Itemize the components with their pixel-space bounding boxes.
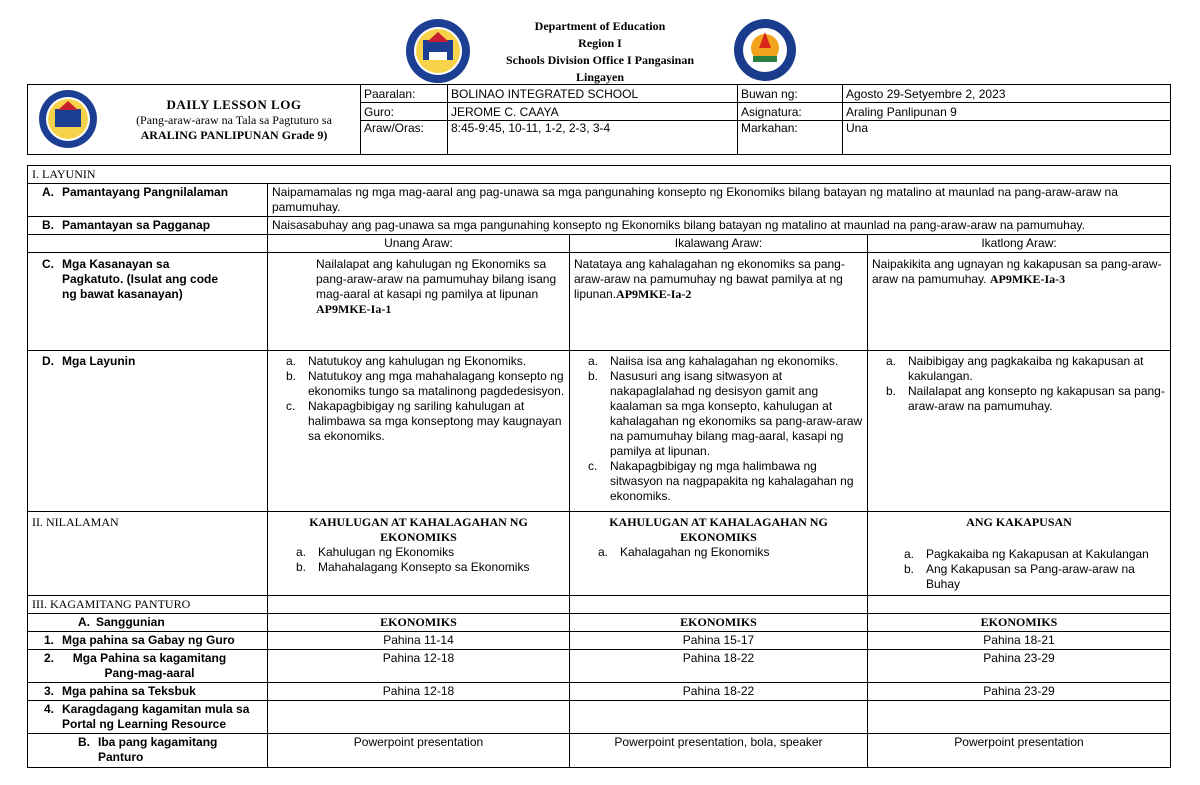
page-range: Pahina 23-29 <box>868 650 1171 683</box>
objectives-day1 <box>268 351 570 512</box>
row-label: 3. Mga pahina sa Teksbuk <box>28 683 268 701</box>
list-marker: b. <box>886 384 897 398</box>
info-key: Guro: <box>361 103 448 121</box>
table-row <box>28 596 1171 614</box>
list-text: Kahulugan ng Ekonomiks <box>318 545 455 559</box>
day-header: Ikatlong Araw: <box>868 235 1171 253</box>
list-item <box>296 545 565 560</box>
dll-subtitle: (Pang-araw-araw na Tala sa Pagtuturo sa <box>136 113 332 127</box>
city-name: Lingayen <box>575 70 624 84</box>
skill-day2: Natataya ang kahalagahan ng ekonomiks sa pang-araw-araw na pamumuhay ng bawat pamilya at ng lipunan.AP9MKE-Ia-2 <box>570 253 868 351</box>
list-marker: b. <box>286 369 297 383</box>
table-row <box>28 734 1171 768</box>
list-item <box>286 399 565 444</box>
dll-title: DAILY LESSON LOG <box>166 97 302 112</box>
info-table <box>27 84 1171 155</box>
list-item <box>904 547 1166 562</box>
list-text: Ang Kakapusan sa Pang-araw-araw na Buhay <box>926 562 1135 591</box>
table-row <box>28 166 1171 184</box>
dll-title-cell <box>28 85 361 155</box>
reference-title: EKONOMIKS <box>868 614 1171 632</box>
list-text: Naiisa isa ang kahalagahan ng ekonomiks. <box>610 354 839 368</box>
list-item <box>598 545 863 560</box>
list-item <box>886 354 1166 384</box>
list-marker: a. <box>588 354 599 368</box>
objectives-day3 <box>868 351 1171 512</box>
list-item <box>588 354 863 369</box>
row-label: B. Pamantayan sa Pagganap <box>28 217 268 235</box>
list-marker: a. <box>886 354 897 368</box>
other-materials: Powerpoint presentation, bola, speaker <box>570 734 868 768</box>
page-range: Pahina 11-14 <box>268 632 570 650</box>
page-range: Pahina 12-18 <box>268 683 570 701</box>
page-range: Pahina 15-17 <box>570 632 868 650</box>
list-marker: b. <box>296 560 307 574</box>
skill-day1: Nailalapat ang kahulugan ng Ekonomiks sa pang-araw-araw na pamumuhay bilang isang mag-aaral at kasapi ng pamilya at lipunan AP9MKE-Ia-1 <box>268 253 570 351</box>
info-value: Agosto 29-Setyembre 2, 2023 <box>843 85 1171 103</box>
info-value: JEROME C. CAAYA <box>448 103 738 121</box>
content-day1: KAHULUGAN AT KAHALAGAHAN NG EKONOMIKS a. Kahulugan ng Ekonomiks b. Mahahalagang Konsepto sa Ekonomiks <box>268 512 570 596</box>
table-row <box>28 217 1171 235</box>
list-text: Natutukoy ang mga mahahalagang konsepto ng ekonomiks tungo sa matalinong pagdedesisyon. <box>308 369 565 398</box>
table-row <box>28 184 1171 217</box>
other-materials: Powerpoint presentation <box>868 734 1171 768</box>
info-key: Asignatura: <box>738 103 843 121</box>
reference-title: EKONOMIKS <box>570 614 868 632</box>
table-row <box>28 351 1171 512</box>
row-label: D. Mga Layunin <box>28 351 268 512</box>
objectives-day2 <box>570 351 868 512</box>
lesson-table <box>27 165 1171 768</box>
content-day3: ANG KAKAPUSAN a. Pagkakaiba ng Kakapusan at Kakulangan b. Ang Kakapusan sa Pang-araw-araw na Buhay <box>868 512 1171 596</box>
section-heading: I. LAYUNIN <box>28 166 1171 184</box>
deped-logo-icon <box>38 89 98 149</box>
list-text: Naibibigay ang pagkakaiba ng kakapusan at kakulangan. <box>908 354 1144 383</box>
list-marker: c. <box>286 399 296 413</box>
row-label: 2. Mga Pahina sa kagamitang Pang-mag-aaral <box>28 650 268 683</box>
info-value: Una <box>843 121 1171 155</box>
page-range: Pahina 23-29 <box>868 683 1171 701</box>
day-header: Unang Araw: <box>268 235 570 253</box>
list-item <box>286 369 565 399</box>
table-row <box>28 614 1171 632</box>
row-label: B. Iba pang kagamitang Panturo <box>28 734 268 768</box>
list-text: Nasusuri ang isang sitwasyon at nakapaglalahad ng desisyon gamit ang kaalaman sa mga konsepto, kahulugan at kahalagahan ng ekonomiks sa pang-araw-araw na pamumuhay bilang mag-aaral, kasapi ng pamilya at lipunan. <box>610 369 863 458</box>
page-range: Pahina 18-22 <box>570 683 868 701</box>
row-label: 4. Karagdagang kagamitan mula sa Portal ng Learning Resource <box>28 701 268 734</box>
table-row <box>28 650 1171 683</box>
row-label: A. Sanggunian <box>28 614 268 632</box>
page-range: Pahina 12-18 <box>268 650 570 683</box>
day-header: Ikalawang Araw: <box>570 235 868 253</box>
info-key: Buwan ng: <box>738 85 843 103</box>
table-row <box>28 701 1171 734</box>
list-marker: b. <box>588 369 599 383</box>
other-materials: Powerpoint presentation <box>268 734 570 768</box>
list-item <box>286 354 565 369</box>
dept-name: Department of Education <box>534 19 666 33</box>
list-item <box>296 560 565 575</box>
list-item <box>588 369 863 459</box>
list-text: Nakapagbibigay ng mga halimbawa ng sitwasyon na nagpapakita ng kahalagahan ng ekonomiks. <box>610 459 854 503</box>
performance-standard: Naisasabuhay ang pag-unawa sa mga pangunahing konsepto ng Ekonomiks bilang batayan ng matalino at maunlad na pang-araw-araw na pamumuhay. <box>268 217 1171 235</box>
list-item <box>904 562 1166 592</box>
info-value: 8:45-9:45, 10-11, 1-2, 2-3, 3-4 <box>448 121 738 155</box>
list-marker: a. <box>904 547 915 561</box>
row-label: 1. Mga pahina sa Gabay ng Guro <box>28 632 268 650</box>
skill-day3: Naipakikita ang ugnayan ng kakapusan sa pang-araw- araw na pamumuhay. AP9MKE-Ia-3 <box>868 253 1171 351</box>
list-text: Nailalapat ang konsepto ng kakapusan sa pang-araw-araw na pamumuhay. <box>908 384 1165 413</box>
list-item <box>886 384 1166 414</box>
section-heading: III. KAGAMITANG PANTURO <box>28 596 268 614</box>
page-range: Pahina 18-21 <box>868 632 1171 650</box>
info-value: BOLINAO INTEGRATED SCHOOL <box>448 85 738 103</box>
list-marker: b. <box>904 562 915 576</box>
content-standard: Naipamamalas ng mga mag-aaral ang pag-unawa sa mga pangunahing konsepto ng Ekonomiks bilang batayan ng matalino at maunlad na pang-araw-araw na pamumuhay. <box>268 184 1171 217</box>
reference-title: EKONOMIKS <box>268 614 570 632</box>
table-row <box>28 512 1171 596</box>
list-marker: a. <box>286 354 297 368</box>
row-label: C. Mga Kasanayan sa Pagkatuto. (Isulat ang code ng bawat kasanayan) <box>28 253 268 351</box>
info-key: Araw/Oras: <box>361 121 448 155</box>
dll-subject-line: ARALING PANLIPUNAN Grade 9) <box>140 128 328 142</box>
list-item <box>588 459 863 504</box>
list-marker: a. <box>296 545 307 559</box>
division-seal-icon <box>733 18 797 82</box>
list-text: Nakapagbibigay ng sariling kahulugan at halimbawa sa mga konseptong may kaugnayan sa ekonomiks. <box>308 399 562 443</box>
page-range: Pahina 18-22 <box>570 650 868 683</box>
info-key: Paaralan: <box>361 85 448 103</box>
division-name: Schools Division Office I Pangasinan <box>505 53 695 67</box>
list-marker: a. <box>598 545 609 559</box>
row-label: A. Pamantayang Pangnilalaman <box>28 184 268 217</box>
info-value: Araling Panlipunan 9 <box>843 103 1171 121</box>
list-text: Natutukoy ang kahulugan ng Ekonomiks. <box>308 354 527 368</box>
table-row <box>28 253 1171 351</box>
region-name: Region I <box>578 36 622 50</box>
list-marker: c. <box>588 459 598 473</box>
table-row <box>28 683 1171 701</box>
list-text: Kahalagahan ng Ekonomiks <box>620 545 770 559</box>
list-text: Mahahalagang Konsepto sa Ekonomiks <box>318 560 530 574</box>
deped-seal-icon <box>405 18 471 84</box>
table-row <box>28 235 1171 253</box>
section-heading: II. NILALAMAN <box>28 512 268 596</box>
page-header <box>0 12 1200 84</box>
list-text: Pagkakaiba ng Kakapusan at Kakulangan <box>926 547 1149 561</box>
content-day2: KAHULUGAN AT KAHALAGAHAN NG EKONOMIKS a. Kahalagahan ng Ekonomiks <box>570 512 868 596</box>
info-key: Markahan: <box>738 121 843 155</box>
table-row <box>28 632 1171 650</box>
